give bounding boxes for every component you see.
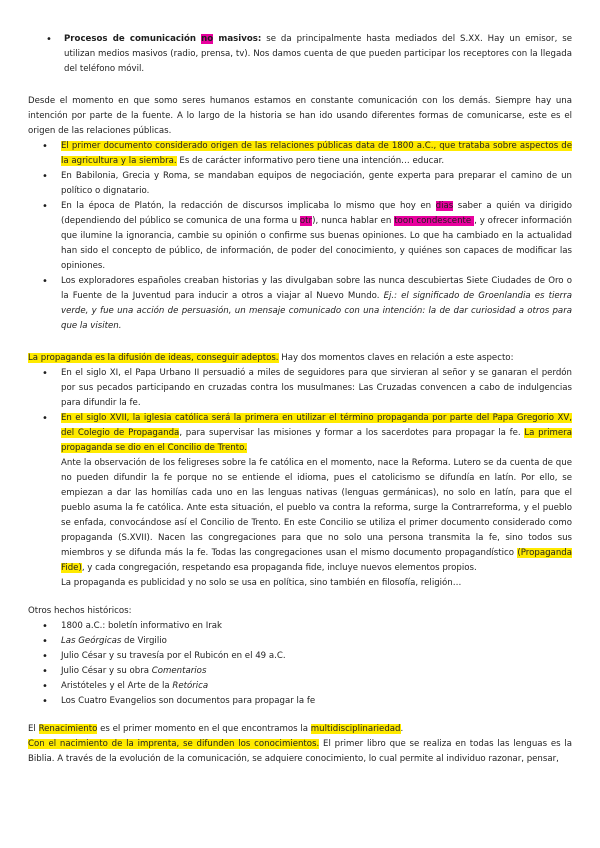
- list-item: • Aristóteles y el Arte de la Retórica: [28, 679, 572, 694]
- magenta-highlight: toon condescente: [394, 216, 475, 226]
- list-item: • En el siglo XVII, la iglesia católica será la primera en utilizar el término propaganda por parte del Papa Gregorio XV, del Colegio de Propaganda, para supervisar las misiones y formar a los sacerdotes para propagar la fe. La primera propaganda se dio en el Concilio de Trento. Ante la observación de los feligreses sobre la fe católica en el momento, nace la Reforma. Lutero se da cuenta de que no pueden difundir la fe porque no se entiende el idioma, pues el catolicismo se difundía en latín. Por ello, se empiezan a dar las homilías cada uno en las lenguas nativas (lenguas germánicas), no solo en latín, para que el pueblo asuma la fe católica. Ante esta situación, el pueblo va contra la reforma, surge la Contrarreforma, y el pueblo se enfada, convocándose así el Concilio de Trento. En este Concilio se utiliza el primer documento considerado como propaganda (S.XVII). Nacen las congregaciones para que no solo una persona transmita la fe, sino todos sus miembros y se difunda más la fe. Todas las congregaciones usan el mismo documento propagandístico (Propaganda Fide), y cada congregación, respetando esa propaganda fide, incluye nuevos elementos propios. La propaganda es publicidad y no solo se usa en política, sino también en filosofía, religión…: [28, 411, 572, 591]
- yellow-highlight: Renacimiento: [38, 724, 98, 734]
- magenta-highlight: no: [201, 34, 214, 44]
- list-item: • El primer documento considerado origen de las relaciones públicas data de 1800 a.C., que trataba sobre aspectos de la agricultura y la siembra. Es de carácter informativo pero tiene una intención… educar.: [28, 139, 572, 169]
- list-item: • Julio César y su travesía por el Rubicón en el 49 a.C.: [28, 649, 572, 664]
- bullet-list: [28, 366, 572, 591]
- list-item: • Las Geórgicas de Virgilio: [28, 634, 572, 649]
- yellow-highlight: Con el nacimiento de la imprenta, se difunden los conocimientos.: [28, 739, 320, 749]
- list-item: • En el siglo XI, el Papa Urbano II persuadió a miles de seguidores para que sirvieran al señor y se ganaran el perdón por sus pecados participando en cruzadas contra los musulmanes: Las Cruzadas convencen a cabo de indulgencias para difundir la fe.: [28, 366, 572, 411]
- paragraph: La propaganda es publicidad y no solo se usa en política, sino también en filosofía, religión…: [61, 578, 462, 588]
- italic-title: Comentarios: [151, 666, 207, 676]
- list-item: • 1800 a.C.: boletín informativo en Irak: [28, 619, 572, 634]
- italic-title: Las Geórgicas: [61, 636, 122, 646]
- list-item: • En la época de Platón, la redacción de discursos implicaba lo mismo que hoy en dias saber a quién va dirigido (dependiendo del público se comunica de una forma u otr), nunca hablar en toon condescente , y ofrecer información que ilumine la ignorancia, cambie su opinión o confirme sus buenas opiniones. Lo que ha cambiado en la actualidad han sido el concepto de público, de información, de poder del conocimiento, y quiénes son capaces de modificar las opiniones.: [28, 199, 572, 274]
- paragraph: Ante la observación de los feligreses sobre la fe católica en el momento, nace la Reforma. Lutero se da cuenta de que no pueden difundir la fe porque no se entiende el idioma, pues el catolicismo se difundía en latín. Por ello, se empiezan a dar las homilías cada uno en las lenguas nativas (lenguas germánicas), no solo en latín, para que el pueblo asuma la fe católica. Ante esta situación, el pueblo va contra la reforma, surge la Contrarreforma, y el pueblo se enfada, convocándose así el Concilio de Trento. En este Concilio se utiliza el primer documento considerado como propaganda (S.XVII). Nacen las congregaciones para que no solo una persona transmita la fe, sino todos sus miembros y se difunda más la fe. Todas las congregaciones usan el mismo documento propagandístico (Propaganda Fide), y cada congregación, respetando esa propaganda fide, incluye nuevos elementos propios.: [61, 458, 572, 573]
- magenta-highlight: otr: [299, 216, 313, 226]
- yellow-highlight: La primera propaganda se dio en el Concilio de Trento.: [61, 428, 572, 453]
- list-item: • Los exploradores españoles creaban historias y las divulgaban sobre las nunca descubiertas Siete Ciudades de Oro o la Fuente de la Juventud para inducir a otros a viajar al Nuevo Mundo. Ej.: el significado de Groenlandia es tierra verde, y fue una acción de persuasión, un mensaje comunicado con una intención: la de dar curiosidad a otros para que la visiten.: [28, 274, 572, 334]
- list-item: • Julio César y su obra Comentarios: [28, 664, 572, 679]
- italic-example: Ej.: el significado de Groenlandia es tierra verde, y fue una acción de persuasión, un mensaje comunicado con una intención: la de dar curiosidad a otros para que la visiten.: [61, 291, 572, 331]
- list-item: • Procesos de comunicación no masivos: se da principalmente hasta mediados del S.XX. Hay un emisor, se utilizan medios masivos (radio, prensa, tv). Nos damos cuenta de que pueden participar los receptores con la llegada del teléfono móvil.: [46, 32, 572, 77]
- italic-title: Retórica: [172, 681, 209, 691]
- magenta-highlight: dias: [435, 201, 454, 211]
- yellow-highlight: La propaganda es la difusión de ideas, conseguir adeptos.: [28, 353, 279, 363]
- bullet-list: [28, 619, 572, 709]
- yellow-highlight: multidisciplinariedad: [310, 724, 401, 734]
- yellow-highlight: En el siglo XVII, la iglesia católica será la primera en utilizar el término propaganda por parte del Papa Gregorio XV, del Colegio de Propaganda: [61, 413, 572, 438]
- bullet-list: [28, 139, 572, 334]
- section-heading: Otros hechos históricos:: [28, 606, 132, 616]
- paragraph: Desde el momento en que somo seres humanos estamos en constante comunicación con los demás. Siempre hay una intención por parte de la fuente. A lo largo de la historia se han ido usando diferentes formas de comunicarse, este es el origen de las relaciones públicas.: [28, 96, 572, 136]
- list-item: • Los Cuatro Evangelios son documentos para propagar la fe: [28, 694, 572, 709]
- yellow-highlight: El primer documento considerado origen de las relaciones públicas data de 1800 a.C., que trataba sobre aspectos de la agricultura y la siembra.: [61, 141, 572, 166]
- paragraph: La propaganda es la difusión de ideas, conseguir adeptos. Hay dos momentos claves en relación a este aspecto:: [28, 353, 514, 363]
- bold-term: Procesos de comunicación no masivos:: [64, 34, 262, 44]
- yellow-highlight: (Propaganda Fide): [61, 548, 572, 573]
- paragraph: El Renacimiento es el primer momento en el que encontramos la multidisciplinariedad. Con el nacimiento de la imprenta, se difunden los conocimientos. El primer libro que se realiza en todas las lenguas es la Biblia. A través de la evolución de la comunicación, se adquiere conocimiento, lo cual permite al individuo razonar, pensar,: [28, 724, 573, 764]
- intro-list: [46, 32, 572, 77]
- list-item: • En Babilonia, Grecia y Roma, se mandaban equipos de negociación, gente experta para preparar el camino de un político o dignatario.: [28, 169, 572, 199]
